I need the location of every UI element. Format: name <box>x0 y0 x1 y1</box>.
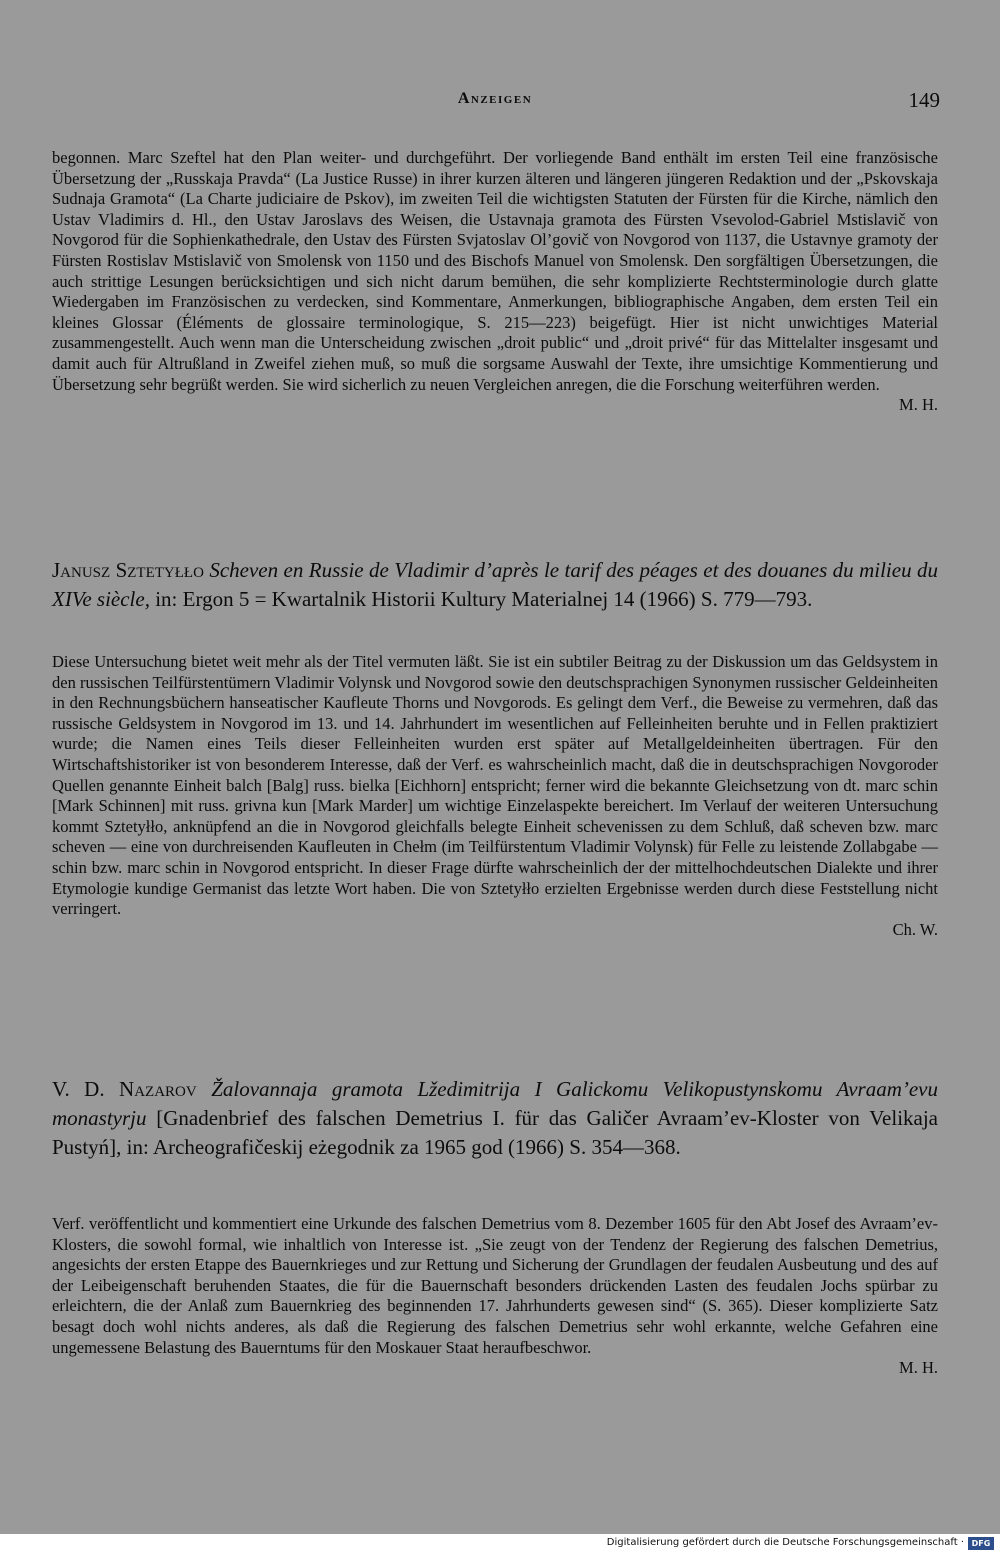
digitization-footer <box>0 1534 1000 1554</box>
entry-source: in: Ergon 5 = Kwartalnik Historii Kultury Materialnej 14 (1966) S. 779—793. <box>155 587 813 611</box>
page-header <box>50 88 940 118</box>
page-number: 149 <box>908 88 940 112</box>
review-paragraph: begonnen. Marc Szeftel hat den Plan weiter- und durchgeführt. Der vorliegende Band enthält im ersten Teil eine französische Übersetzung der „Russkaja Pravda“ (La Justice Russe) in ihrer kurzen älteren und längeren jüngeren Redaktion und der „Pskovskaja Sudnaja Gramota“ (La Charte judiciaire de Pskov), im zweiten Teil die wichtigsten Statuten der Fürsten für die Kirche, nämlich den Ustav Vladimirs d. Hl., den Ustav Jaroslavs des Weisen, die Ustavnaja gramota des Fürsten Vsevolod-Gabriel Mstislavič von Novgorod für die Sophienkathedrale, den Ustav des Fürsten Svjatoslav Ol’govič von Novgorod von 1137, die Ustavnye gramoty der Fürsten Rostislav Mstislavič von Smolensk von 1150 und des Bischofs Manuel von Smolensk. Den sorgfältigen Übersetzungen, die auch strittige Lesungen berücksichtigen und sich nicht darum bemühen, die sehr komplizierte Rechtsterminologie durch glatte Wiedergaben im Französischen zu verdecken, sind Kommentare, Anmerkungen, bibliographische Angaben, dem ersten Teil ein kleines Glossar (Éléments de glossaire terminologique, S. 215—223) beigefügt. Hier ist nicht unwichtiges Material zusammengestellt. Auch wenn man die Unterscheidung zwischen „droit public“ und „droit privé“ für das Mittelalter insgesamt und damit auch für Altrußland in Zweifel ziehen muß, so muß die sorgsame Auswahl der Texte, ihre umsichtige Kommentierung und Übersetzung sehr begrüßt werden. Sie wird sicherlich zu neuen Vergleichen anregen, die die Forschung weiterführen werden. <box>52 148 938 394</box>
footer-credit: Digitalisierung gefördert durch die Deutsche Forschungsgemeinschaft · <box>606 1537 964 1548</box>
bibliographic-entry-sztetyllo <box>52 556 938 614</box>
entry-source: [Gnadenbrief des falschen Demetrius I. für das Galičer Avraam’ev-Kloster von Velikaja Pustyń], in: Archeografičeskij eżegodnik za 1965 god (1966) S. 354—368. <box>52 1106 939 1159</box>
entry-title: Scheven en Russie de Vladimir d’après le tarif des péages et des douanes du milieu du XIVe siècle, <box>52 558 938 611</box>
citation <box>52 556 938 614</box>
review-signature: M. H. <box>899 1358 938 1378</box>
review-signature: M. H. <box>899 395 938 415</box>
review-paragraph: Diese Untersuchung bietet weit mehr als der Titel vermuten läßt. Sie ist ein subtiler Beitrag zu der Diskussion um das Geldsystem in den russischen Teilfürstentümern Vladimir Volynsk und Novgorod sowie den deutschsprachigen Synonymen russischer Geldeinheiten in den Rechnungsbüchern hanseatischer Kaufleute Thorns und Novgorods. Es gelingt dem Verf., die Beweise zu vermehren, daß das russische Geldsystem in Novgorod im 13. und 14. Jahrhundert im wesentlichen auf Felleinheiten beruhte und in Fellen praktiziert wurde; die Namen eines Teils dieser Felleinheiten wurden erst später auf Metallgeldeinheiten übertragen. Für den Wirtschaftshistoriker ist von besonderem Interesse, daß der Verf. es wahrscheinlich macht, daß die in deutschsprachigen Novgoroder Quellen genannte Einheit balch [Balg] russ. bielka [Eichhorn] entspricht; ferner wird die bekannte Gleichsetzung von dt. marc schin [Mark Schinnen] mit russ. grivna kun [Mark Marder] um wichtige Einzelaspekte bereichert. Im Verlauf der weiteren Untersuchung kommt Sztetyłło, anknüpfend an die in Novgorod gleichfalls belegte Einheit schevenissen zu dem Schluß, daß scheven bzw. marc scheven — eine von durchreisenden Kaufleuten in Chełm (im Teilfürstentum Vladimir Volynsk) für Felle zu leistende Zollabgabe — schin bzw. marc schin in Novgorod entspricht. In dieser Frage dürfte wahrscheinlich der der mittelhochdeutschen Dialekte und ihrer Etymologie kundige Germanist das letzte Wort haben. Die von Sztetyłło erzielten Ergebnisse werden durch diese Feststellung nicht verringert. <box>52 652 938 919</box>
citation <box>52 1075 938 1162</box>
review-sztetyllo <box>52 652 938 940</box>
review-signature: Ch. W. <box>892 919 938 939</box>
running-title: Anzeigen <box>457 90 533 107</box>
review-szeftel <box>52 148 938 416</box>
review-paragraph: Verf. veröffentlicht und kommentiert eine Urkunde des falschen Demetrius vom 8. Dezember 1605 für den Abt Josef des Avraam’ev-Klosters, die sowohl formal, wie inhaltlich von Interesse ist. „Sie zeugt von der Tendenz der Regierung des falschen Demetrius, angesichts der ersten Etappe des Bauernkrieges und zur Rettung und Sicherung der Grundlagen der feudalen Ausbeutung und des auf der Leibeigenschaft beruhenden Staates, die für die Bauernschaft besonders drückenden Lasten des feudalen Jochs spürbar zu erleichtern, die der Anlaß zum Bauernkrieg des beginnenden 17. Jahrhunderts gewesen sind“ (S. 365). Dieser komplizierte Satz besagt doch wohl nichts anderes, als daß die Regierung des falschen Demetrius sehr wohl erkannte, welche Gefahren eine ungemessene Belastung des Bauerntums für den Moskauer Staat heraufbeschwor. <box>52 1214 938 1357</box>
bibliographic-entry-nazarov <box>52 1075 938 1162</box>
entry-author: Janusz Sztetyłło <box>52 558 204 582</box>
entry-title: Žalovannaja gramota Lžedimitrija I Galickomu Velikopustynskomu Avraam’evu monastyrju <box>52 1077 938 1130</box>
dfg-logo-icon: DFG <box>968 1537 994 1550</box>
review-nazarov <box>52 1214 938 1379</box>
entry-author: V. D. Nazarov <box>52 1077 197 1101</box>
